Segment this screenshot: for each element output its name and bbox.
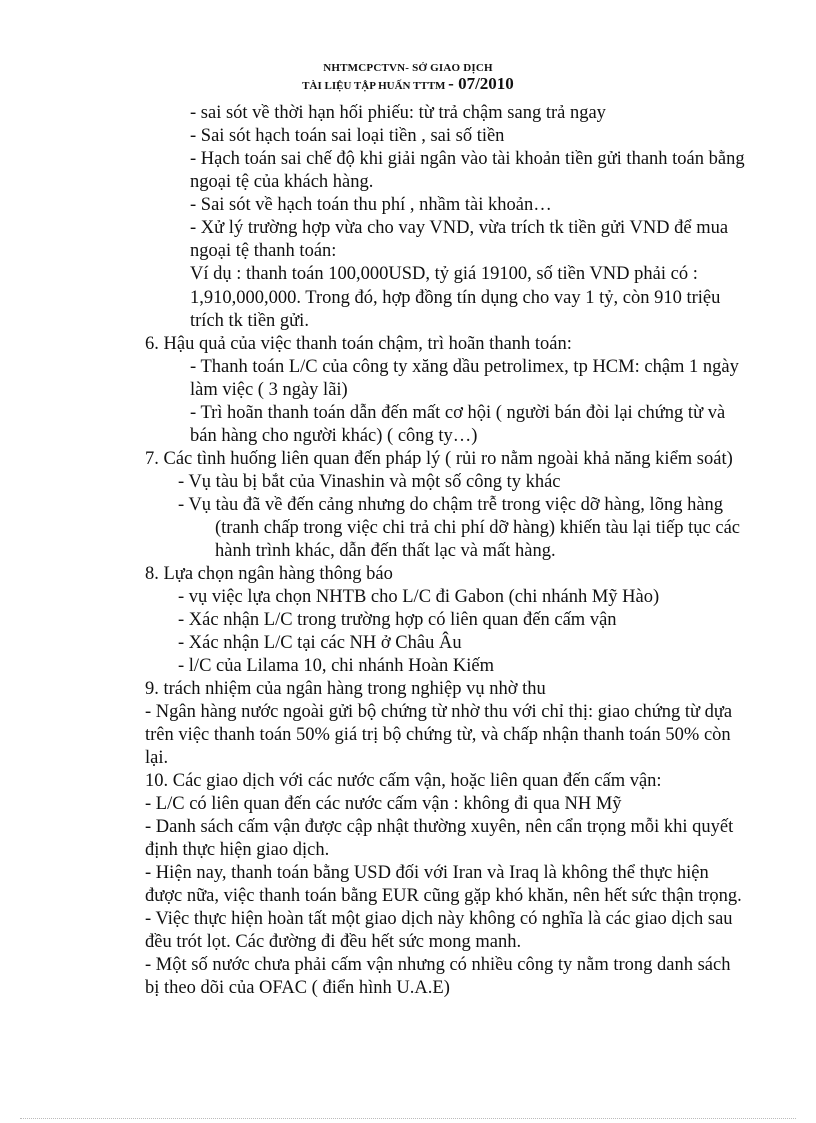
- text-line: ngoại tệ của khách hàng.: [190, 172, 374, 192]
- text-line: (tranh chấp trong việc chi trả chi phí dỡ hàng) khiến tàu lại tiếp tục các: [215, 518, 741, 538]
- text-line: - Xác nhận L/C trong trường hợp có liên quan đến cấm vận: [178, 610, 617, 630]
- text-line: trích tk tiền gửi.: [190, 311, 309, 331]
- text-line: làm việc ( 3 ngày lãi): [190, 380, 348, 400]
- section-heading: 8. Lựa chọn ngân hàng thông báo: [145, 564, 393, 584]
- text-line: định thực hiện giao dịch.: [145, 840, 330, 860]
- text-line: - sai sót về thời hạn hối phiếu: từ trả chậm sang trả ngay: [190, 103, 606, 123]
- text-line: được nữa, việc thanh toán bằng EUR cũng gặp khó khăn, nên hết sức thận trọng.: [145, 886, 742, 906]
- text-line: - Việc thực hiện hoàn tất một giao dịch này không có nghĩa là các giao dịch sau: [145, 909, 733, 929]
- text-line: - Vụ tàu đã về đến cảng nhưng do chậm trễ trong việc dỡ hàng, lõng hàng: [178, 495, 724, 515]
- header-date: - 07/2010: [448, 74, 514, 93]
- text-line: - Hạch toán sai chế độ khi giải ngân vào tài khoản tiền gửi thanh toán bằng: [190, 149, 745, 169]
- text-line: - L/C có liên quan đến các nước cấm vận : không đi qua NH Mỹ: [145, 794, 622, 814]
- text-line: - Trì hoãn thanh toán dẫn đến mất cơ hội ( người bán đòi lại chứng từ và: [190, 403, 726, 423]
- text-line: bị theo dõi của OFAC ( điển hình U.A.E): [145, 978, 450, 998]
- text-line: trên việc thanh toán 50% giá trị bộ chứng từ, và chấp nhận thanh toán 50% còn: [145, 725, 731, 745]
- text-line: - Xử lý trường hợp vừa cho vay VND, vừa trích tk tiền gửi VND để mua: [190, 218, 729, 238]
- header-doc-title: [0, 76, 816, 94]
- text-line: 1,910,000,000. Trong đó, hợp đồng tín dụng cho vay 1 tỷ, còn 910 triệu: [190, 288, 721, 308]
- text-line: - Ngân hàng nước ngoài gửi bộ chứng từ nhờ thu với chỉ thị: giao chứng từ dựa: [145, 702, 733, 722]
- text-line: - Một số nước chưa phải cấm vận nhưng có nhiều công ty nằm trong danh sách: [145, 955, 731, 975]
- text-line: ngoại tệ thanh toán:: [190, 241, 337, 261]
- page-header: [0, 60, 816, 94]
- text-line: - Hiện nay, thanh toán bằng USD đối với Iran và Iraq là không thể thực hiện: [145, 863, 709, 883]
- section-heading: 6. Hậu quả của việc thanh toán chậm, trì hoãn thanh toán:: [145, 334, 572, 354]
- text-line: hành trình khác, dẫn đến thất lạc và mất hàng.: [215, 541, 556, 561]
- header-org: NHTMCPCTVN- SỞ GIAO DỊCH: [323, 62, 493, 74]
- section-heading: 10. Các giao dịch với các nước cấm vận, hoặc liên quan đến cấm vận:: [145, 771, 662, 791]
- text-line: - vụ việc lựa chọn NHTB cho L/C đi Gabon (chi nhánh Mỹ Hào): [178, 587, 660, 607]
- page-bottom-divider: [20, 1118, 796, 1119]
- text-line: - Thanh toán L/C của công ty xăng dầu petrolimex, tp HCM: chậm 1 ngày: [190, 357, 739, 377]
- text-line: - Sai sót về hạch toán thu phí , nhầm tài khoản…: [190, 195, 552, 215]
- section-heading: 9. trách nhiệm của ngân hàng trong nghiệp vụ nhờ thu: [145, 679, 546, 699]
- text-line: - Xác nhận L/C tại các NH ở Châu Âu: [178, 633, 462, 653]
- text-line: đều trót lọt. Các đường đi đều hết sức mong manh.: [145, 932, 522, 952]
- text-line: bán hàng cho người khác) ( công ty…): [190, 426, 478, 446]
- text-line: - Danh sách cấm vận được cập nhật thường xuyên, nên cẩn trọng mỗi khi quyết: [145, 817, 734, 837]
- text-line: - l/C của Lilama 10, chi nhánh Hoàn Kiếm: [178, 656, 494, 676]
- text-line: - Vụ tàu bị bắt của Vinashin và một số công ty khác: [178, 472, 561, 492]
- header-title-text: TÀI LIỆU TẬP HUẤN TTTM: [302, 80, 446, 92]
- section-heading: 7. Các tình huống liên quan đến pháp lý ( rủi ro nằm ngoài khả năng kiểm soát): [145, 449, 733, 469]
- text-line: Ví dụ : thanh toán 100,000USD, tỷ giá 19100, số tiền VND phải có :: [190, 264, 698, 284]
- text-line: - Sai sót hạch toán sai loại tiền , sai số tiền: [190, 126, 505, 146]
- text-line: lại.: [145, 748, 169, 768]
